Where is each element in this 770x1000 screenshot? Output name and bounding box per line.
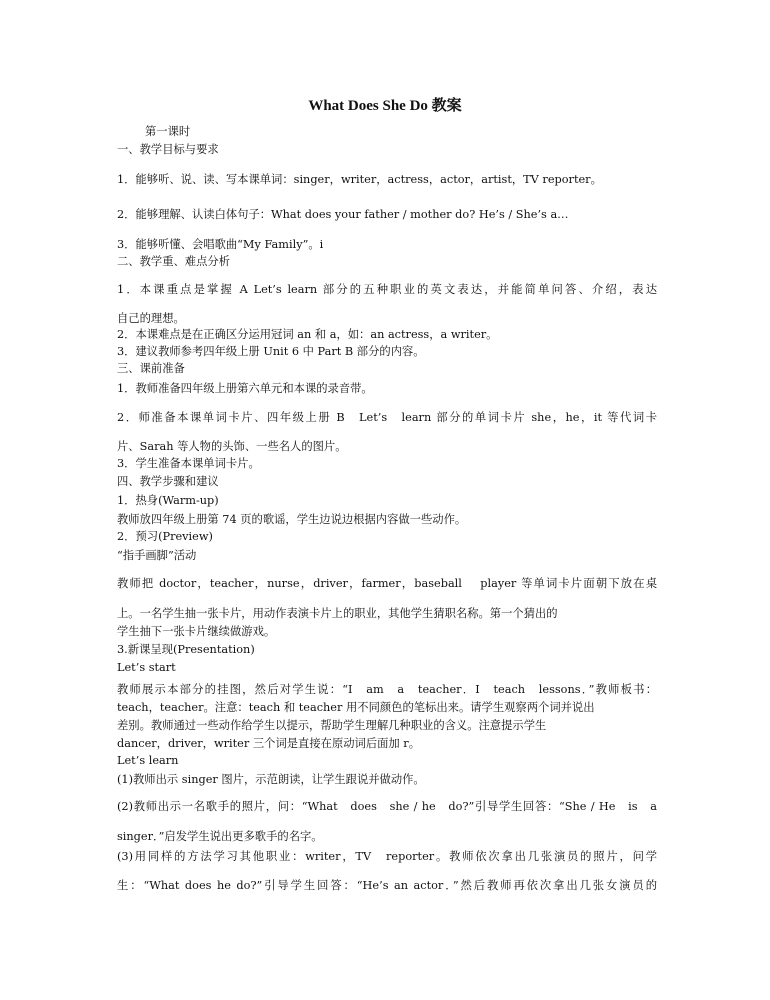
paragraph-line: teach，teacher。注意：teach 和 teacher 用不同颜色的笔标出来。请学生观察两个词并说出 — [117, 701, 595, 714]
subsection-heading: Let’s learn — [117, 754, 179, 767]
paragraph-line: 生：“What does he do?”引导学生回答：“He’s an actor．”然后教师再依次拿出几张女演员的 — [117, 879, 657, 892]
lesson-period: 第一课时 — [145, 125, 191, 138]
paragraph-line: (3)用同样的方法学习其他职业：writer，TV reporter。教师依次拿出几张演员的照片，问学 — [117, 850, 657, 863]
paragraph-line: 3．能够听懂、会唱歌曲“My Family”。i — [117, 238, 324, 251]
paragraph-line: (2)教师出示一名歌手的照片，问：“What does she / he do?”引导学生回答：“She / He is a — [117, 800, 657, 813]
paragraph-line: 3．建议教师参考四年级上册 Unit 6 中 Part B 部分的内容。 — [117, 345, 425, 358]
section-heading: 一、教学目标与要求 — [117, 143, 219, 156]
paragraph-line: 教师放四年级上册第 74 页的歌谣，学生边说边根据内容做一些动作。 — [117, 513, 467, 526]
paragraph-line: 教师展示本部分的挂图，然后对学生说：“I am a teacher．I teach lessons．”教师板书： — [117, 683, 657, 696]
paragraph-line: 1．能够听、说、读、写本课单词：singer，writer，actress，actor，artist，TV reporter。 — [117, 173, 602, 186]
paragraph-line: 3．学生准备本课单词卡片。 — [117, 457, 260, 470]
paragraph-line: 差别。教师通过一些动作给学生以提示，帮助学生理解几种职业的含义。注意提示学生 — [117, 719, 547, 732]
paragraph-line: singer．”启发学生说出更多歌手的名字。 — [117, 830, 323, 843]
paragraph-line: 自己的理想。 — [117, 312, 185, 325]
section-heading: 二、教学重、难点分析 — [117, 255, 230, 268]
paragraph-line: 教师把 doctor，teacher，nurse，driver，farmer，baseball player 等单词卡片面朝下放在桌 — [117, 577, 657, 590]
paragraph-line: 上。一名学生抽一张卡片，用动作表演卡片上的职业，其他学生猜职名称。第一个猜出的 — [117, 607, 558, 620]
paragraph-line: 2．能够理解、认读白体句子：What does your father / mother do? He’s / She’s a… — [117, 208, 569, 221]
paragraph-line: 1．本课重点是掌握 A Let’s learn 部分的五种职业的英文表达，并能简单问答、介绍，表达 — [117, 283, 657, 296]
paragraph-line: (1)教师出示 singer 图片，示范朗读，让学生跟说并做动作。 — [117, 773, 425, 786]
paragraph-line: 学生抽下一张卡片继续做游戏。 — [117, 625, 276, 638]
paragraph-line: dancer，driver，writer 三个词是直接在原动词后面加 r。 — [117, 737, 421, 750]
step-heading: 1．热身(Warm-up) — [117, 494, 219, 507]
paragraph-line: “指手画脚”活动 — [117, 549, 197, 562]
section-heading: 四、教学步骤和建议 — [117, 475, 219, 488]
paragraph-line: 1．教师准备四年级上册第六单元和本课的录音带。 — [117, 382, 373, 395]
section-heading: 三、课前准备 — [117, 362, 185, 375]
paragraph-line: 2．本课难点是在正确区分运用冠词 an 和 a，如：an actress，a writer。 — [117, 328, 498, 341]
step-heading: 3.新课呈现(Presentation) — [117, 643, 255, 656]
paragraph-line: 片、Sarah 等人物的头饰、一些名人的图片。 — [117, 440, 347, 453]
subsection-heading: Let’s start — [117, 661, 176, 674]
paragraph-line: 2．师准备本课单词卡片、四年级上册 B Let’s learn 部分的单词卡片 she，he，it 等代词卡 — [117, 411, 657, 424]
step-heading: 2．预习(Preview) — [117, 530, 213, 543]
document-title: What Does She Do 教案 — [308, 98, 462, 114]
